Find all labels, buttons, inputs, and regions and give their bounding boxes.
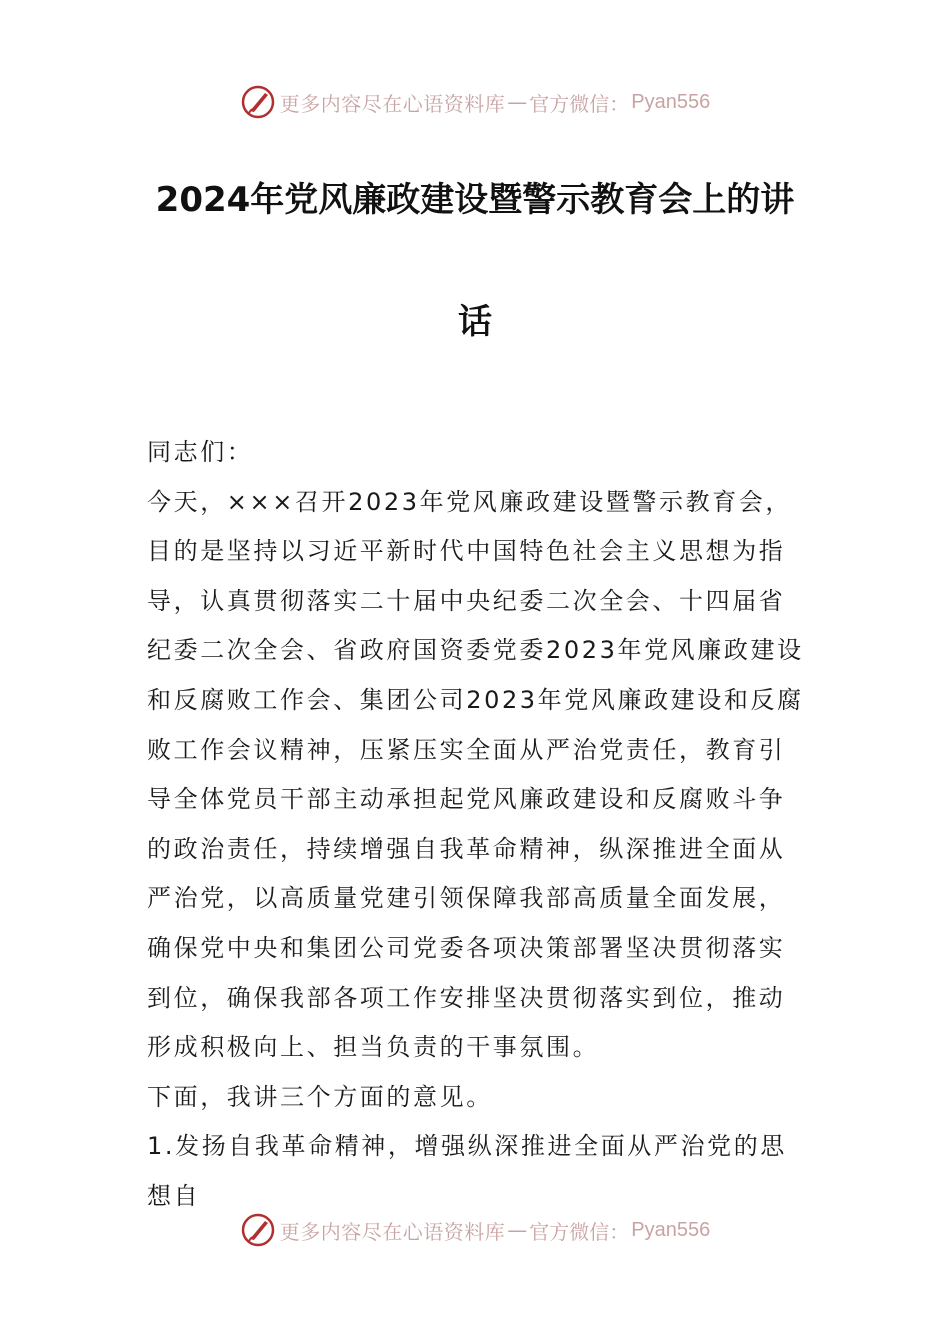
quill-logo-icon bbox=[240, 84, 276, 120]
paragraph-intro: 今天，×××召开2023年党风廉政建设暨警示教育会，目的是坚持以习近平新时代中国特色社会主义思想为指导，认真贯彻落实二十届中央纪委二次全会、十四届省纪委二次全会、省政府国资委党委2023年党风廉政建设和反腐败工作会、集团公司2023年党风廉政建设和反腐败工作会议精神，压紧压实全面从严治党责任，教育引导全体党员干部主动承担起党风廉政建设和反腐败斗争的政治责任，持续增强自我革命精神，纵深推进全面从严治党，以高质量党建引领保障我部高质量全面发展，确保党中央和集团公司党委各项决策部署坚决贯彻落实到位，确保我部各项工作安排坚决贯彻落实到位，推动形成积极向上、担当负责的干事氛围。 bbox=[147, 487, 804, 1062]
document-title-line-2: 话 bbox=[458, 302, 492, 342]
banner-wechat-id: Pyan556 bbox=[631, 90, 711, 113]
banner-site-text: 更多内容尽在心语资料库 bbox=[279, 1219, 506, 1244]
document-title-line-1: 2024年党风廉政建设暨警示教育会上的讲 bbox=[155, 180, 795, 220]
salutation: 同志们： bbox=[147, 438, 254, 466]
banner-wechat-label: 官方微信： bbox=[529, 1219, 630, 1244]
header-banner bbox=[0, 82, 950, 122]
footer-banner bbox=[0, 1210, 950, 1250]
paragraph-transition: 下面，我讲三个方面的意见。 bbox=[147, 1082, 493, 1111]
banner-site-text: 更多内容尽在心语资料库 bbox=[279, 91, 506, 116]
section-heading-1: 1.发扬自我革命精神，增强纵深推进全面从严治党的思想自 bbox=[147, 1132, 787, 1210]
banner-separator: — bbox=[507, 90, 528, 114]
banner-wechat-id: Pyan556 bbox=[631, 1218, 711, 1241]
banner-wechat-label: 官方微信： bbox=[529, 91, 630, 116]
document-body bbox=[147, 428, 807, 1222]
quill-logo-icon bbox=[240, 1212, 276, 1248]
banner-separator: — bbox=[507, 1218, 528, 1242]
